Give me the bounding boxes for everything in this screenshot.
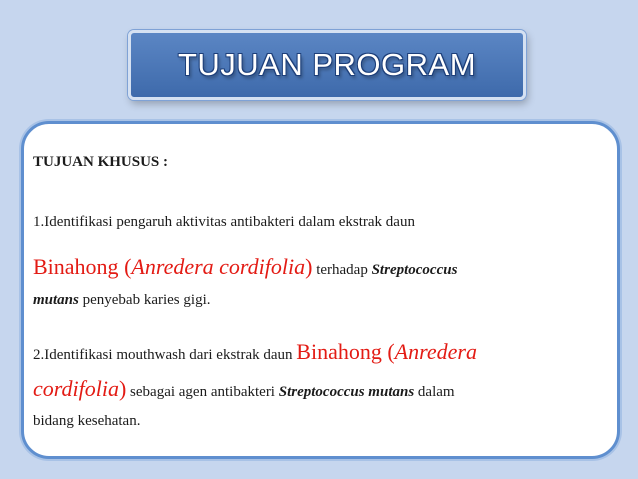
title-banner bbox=[128, 30, 526, 100]
point2-latin-name-part1: Anredera bbox=[394, 339, 477, 364]
point2-latin-name-part2: cordifolia bbox=[33, 376, 119, 401]
point2-intro: 2.Identifikasi mouthwash dari ekstrak daun bbox=[33, 347, 297, 363]
point1-bacteria: Streptococcus bbox=[371, 262, 458, 278]
point1-line3 bbox=[33, 292, 210, 309]
point2-line3 bbox=[33, 413, 140, 430]
point1-paren-close: ) bbox=[305, 254, 313, 279]
point1-paren-open: ( bbox=[118, 254, 132, 279]
point2-line2 bbox=[33, 376, 455, 402]
point2-line1 bbox=[33, 339, 477, 365]
point2-plant-name: Binahong bbox=[296, 339, 382, 364]
content-panel bbox=[21, 121, 620, 459]
section-heading: TUJUAN KHUSUS : bbox=[33, 154, 169, 170]
point1-latin-name: Anredera cordifolia bbox=[131, 254, 306, 279]
point1-ending: penyebab karies gigi. bbox=[78, 292, 211, 308]
point1-intro: 1.Identifikasi pengaruh aktivitas antibakteri dalam ekstrak daun bbox=[33, 214, 415, 230]
point1-line2 bbox=[33, 254, 457, 280]
point2-agent: sebagai agen antibakteri bbox=[126, 384, 279, 400]
point1-line1 bbox=[33, 214, 415, 231]
point2-paren-open: ( bbox=[381, 339, 395, 364]
point2-ending-cont: bidang kesehatan. bbox=[33, 413, 141, 429]
point1-bacteria-cont: mutans bbox=[33, 292, 79, 308]
point1-plant-name: Binahong bbox=[33, 254, 119, 279]
point2-paren-close: ) bbox=[118, 376, 127, 401]
point1-toward: terhadap bbox=[312, 262, 372, 278]
point2-ending: dalam bbox=[414, 384, 455, 400]
slide-title: TUJUAN PROGRAM bbox=[177, 47, 477, 82]
point2-bacteria: Streptococcus mutans bbox=[278, 384, 415, 400]
